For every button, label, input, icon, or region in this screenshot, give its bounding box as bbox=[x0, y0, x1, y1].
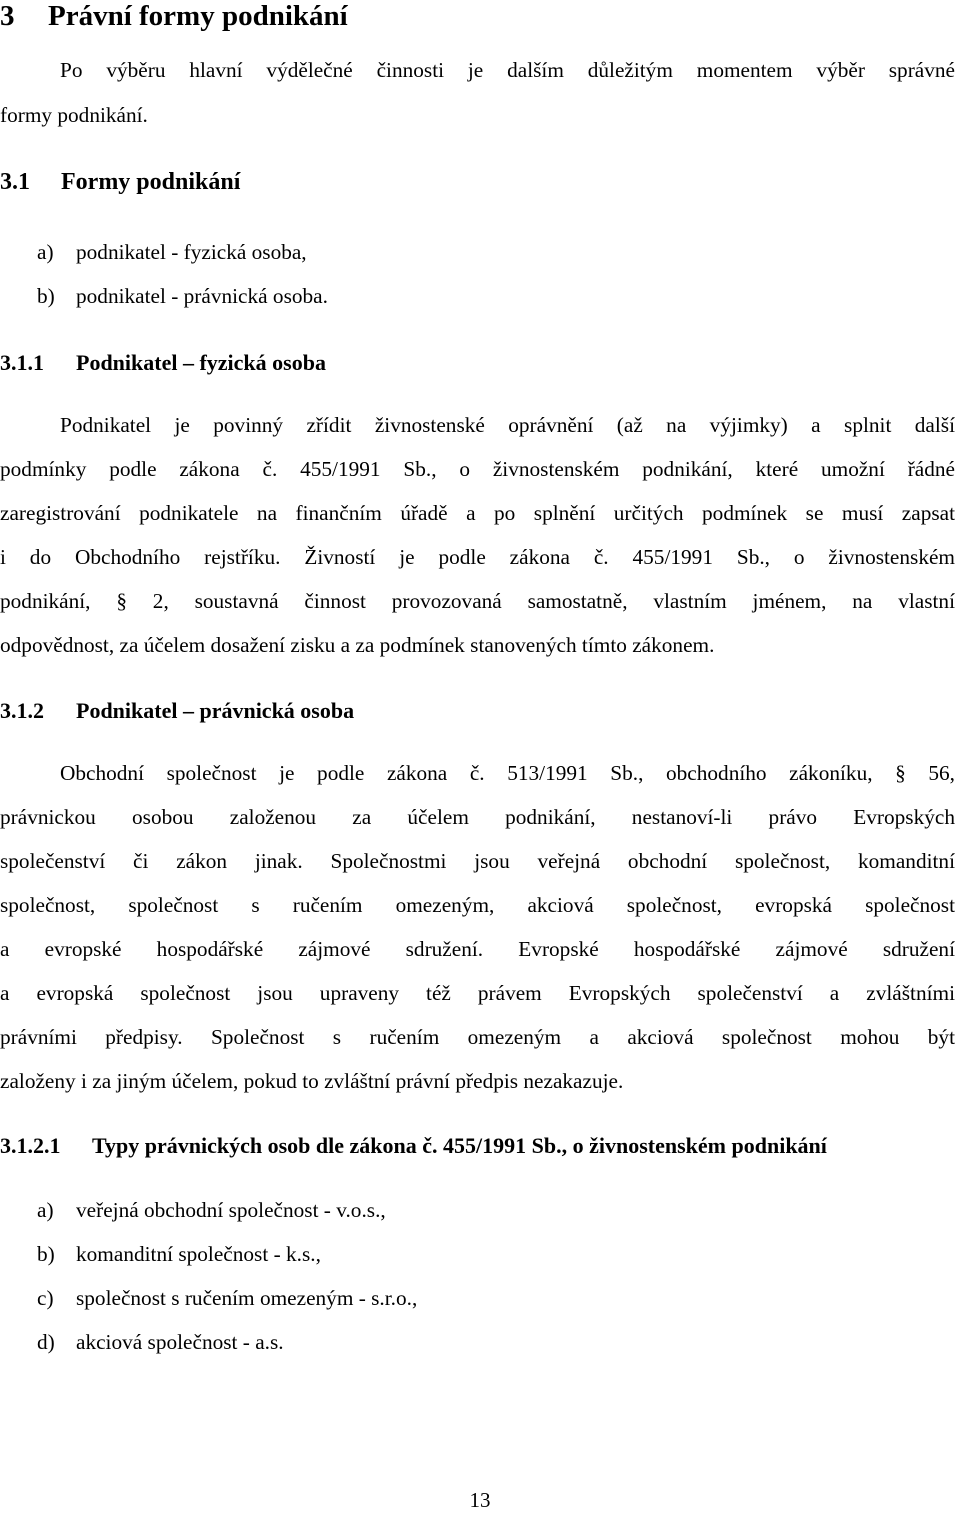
paragraph-line: odpovědnost, za účelem dosažení zisku a za podmínek stanovených tímto zákonem. bbox=[0, 633, 715, 657]
list-item bbox=[37, 1286, 417, 1311]
list-marker: b) bbox=[37, 284, 55, 308]
paragraph-line: založeny i za jiným účelem, pokud to zvláštní právní předpis nezakazuje. bbox=[0, 1069, 624, 1093]
paragraph-line: společnost, společnost s ručením omezeným, akciová společnost, evropská společnost bbox=[0, 893, 955, 917]
list-marker: b) bbox=[37, 1242, 55, 1266]
list-text: podnikatel - právnická osoba. bbox=[76, 284, 328, 308]
paragraph-line: společenství či zákon jinak. Společnostmi jsou veřejná obchodní společnost, komanditní bbox=[0, 849, 955, 873]
paragraph-line: i do Obchodního rejstříku. Živností je podle zákona č. 455/1991 Sb., o živnostenském bbox=[0, 545, 955, 569]
list-item bbox=[37, 240, 307, 265]
paragraph-line: a evropská společnost jsou upraveny též právem Evropských společenství a zvláštními bbox=[0, 981, 955, 1005]
heading-number: 3.1 bbox=[0, 169, 30, 195]
heading-number: 3 bbox=[0, 0, 15, 32]
list-item bbox=[37, 1198, 386, 1223]
heading-section-3-1 bbox=[0, 169, 240, 196]
list-text: společnost s ručením omezeným - s.r.o., bbox=[76, 1286, 418, 1310]
heading-subsection-3-1-2 bbox=[0, 698, 354, 724]
list-text: podnikatel - fyzická osoba, bbox=[76, 240, 307, 264]
paragraph-line: právními předpisy. Společnost s ručením omezeným a akciová společnost mohou být bbox=[0, 1025, 955, 1049]
paragraph-line: podmínky podle zákona č. 455/1991 Sb., o živnostenském podnikání, které umožní řádné bbox=[0, 457, 955, 481]
list-text: akciová společnost - a.s. bbox=[76, 1330, 284, 1354]
heading-title: Podnikatel – fyzická osoba bbox=[76, 350, 326, 375]
paragraph-line: zaregistrování podnikatele na finančním úřadě a po splnění určitých podmínek se musí zapsat bbox=[0, 501, 955, 525]
paragraph-line: podnikání, § 2, soustavná činnost provozovaná samostatně, vlastním jménem, na vlastní bbox=[0, 589, 955, 613]
page-number: 13 bbox=[469, 1488, 491, 1512]
heading-title: Formy podnikání bbox=[61, 169, 241, 195]
heading-title: Typy právnických osob dle zákona č. 455/1991 Sb., o živnostenském podnikání bbox=[92, 1133, 827, 1158]
heading-subsection-3-1-1 bbox=[0, 350, 326, 376]
list-marker: a) bbox=[37, 1198, 54, 1222]
intro-line-2: formy podnikání. bbox=[0, 103, 148, 127]
list-text: komanditní společnost - k.s., bbox=[76, 1242, 321, 1266]
list-item bbox=[37, 1242, 321, 1267]
paragraph-line: Podnikatel je povinný zřídit živnostenské oprávnění (až na výjimky) a splnit další bbox=[60, 413, 955, 437]
list-item bbox=[37, 284, 328, 309]
paragraph-line: a evropské hospodářské zájmové sdružení. Evropské hospodářské zájmové sdružení bbox=[0, 937, 955, 961]
heading-chapter-3 bbox=[0, 0, 348, 33]
heading-number: 3.1.2 bbox=[0, 698, 44, 723]
heading-subsubsection-3-1-2-1 bbox=[0, 1133, 827, 1159]
list-marker: a) bbox=[37, 240, 54, 264]
heading-title: Právní formy podnikání bbox=[48, 0, 348, 32]
heading-number: 3.1.2.1 bbox=[0, 1133, 61, 1158]
heading-number: 3.1.1 bbox=[0, 350, 44, 375]
intro-line-1: Po výběru hlavní výdělečné činnosti je dalším důležitým momentem výběr správné bbox=[60, 58, 955, 82]
list-marker: d) bbox=[37, 1330, 55, 1354]
paragraph-line: Obchodní společnost je podle zákona č. 513/1991 Sb., obchodního zákoníku, § 56, bbox=[60, 761, 955, 785]
paragraph-line: právnickou osobou založenou za účelem podnikání, nestanoví-li právo Evropských bbox=[0, 805, 955, 829]
list-item bbox=[37, 1330, 284, 1355]
list-marker: c) bbox=[37, 1286, 54, 1310]
list-text: veřejná obchodní společnost - v.o.s., bbox=[76, 1198, 386, 1222]
heading-title: Podnikatel – právnická osoba bbox=[76, 698, 355, 723]
